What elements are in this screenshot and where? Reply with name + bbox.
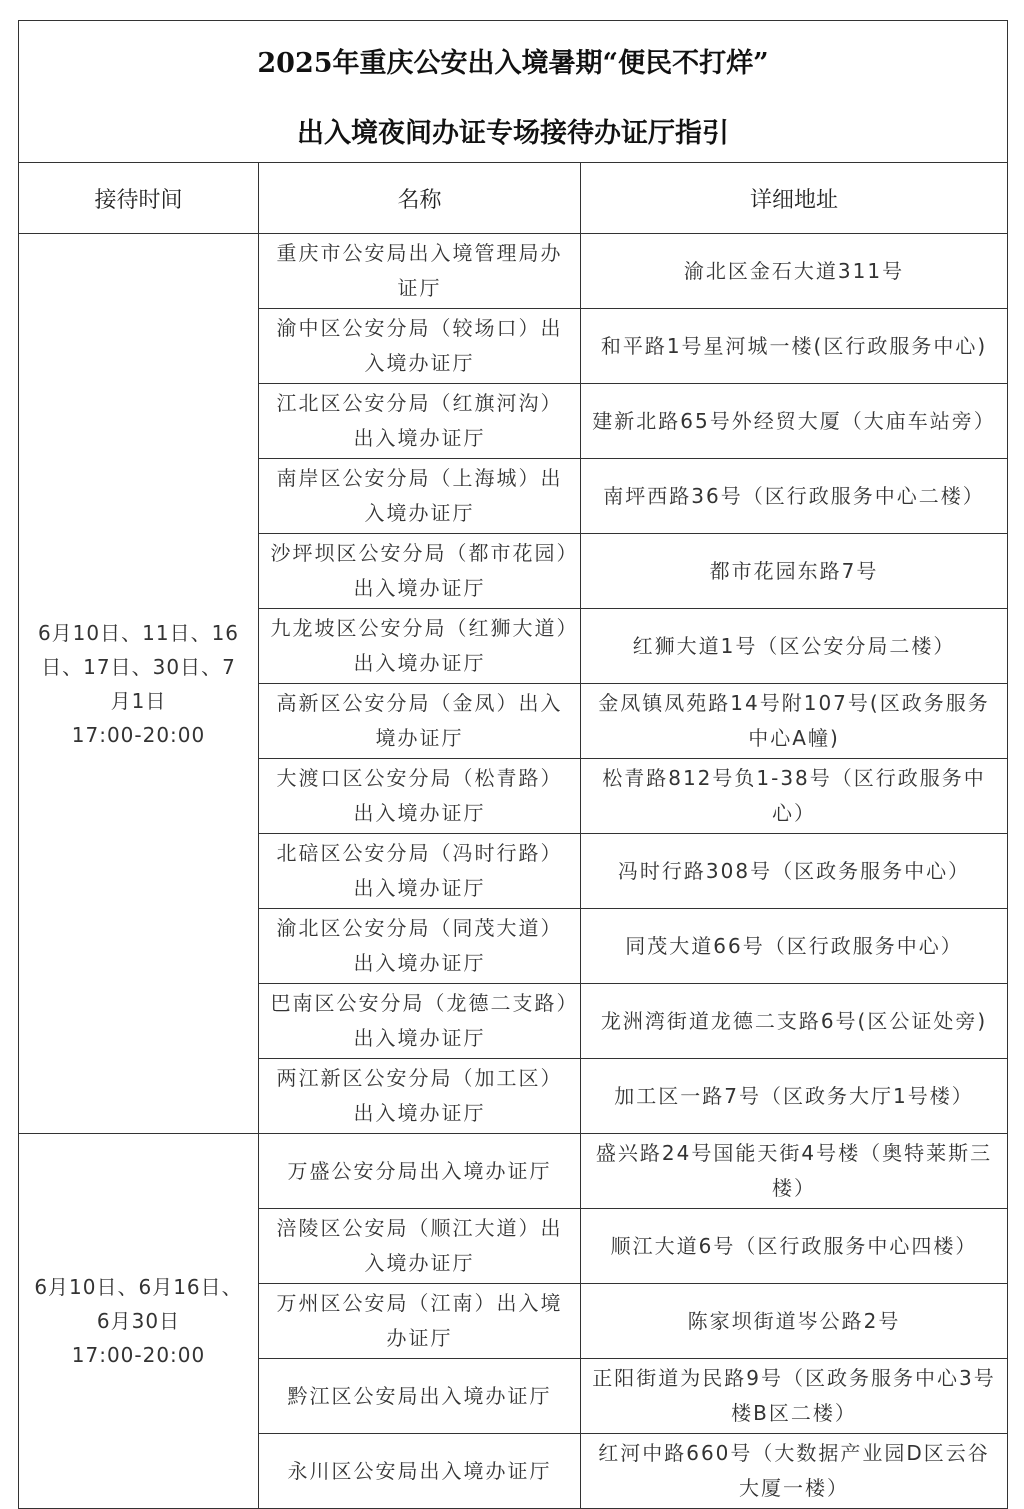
office-address: 龙洲湾街道龙德二支路6号(区公证处旁) xyxy=(581,984,1008,1059)
time-line: 月1日 xyxy=(110,688,167,713)
time-line: 6月10日、6月16日、 xyxy=(34,1275,243,1299)
table-row xyxy=(19,1134,1008,1209)
office-name: 巴南区公安分局（龙德二支路）出入境办证厅 xyxy=(259,984,581,1059)
office-name: 两江新区公安分局（加工区）出入境办证厅 xyxy=(259,1059,581,1134)
office-address: 渝北区金石大道311号 xyxy=(581,234,1008,309)
header-time: 接待时间 xyxy=(19,163,259,234)
office-name: 万州区公安局（江南）出入境办证厅 xyxy=(259,1284,581,1359)
office-name: 沙坪坝区公安分局（都市花园）出入境办证厅 xyxy=(259,534,581,609)
time-cell-group2 xyxy=(19,1134,259,1509)
office-address: 正阳街道为民路9号（区政务服务中心3号楼B区二楼） xyxy=(581,1359,1008,1434)
office-address: 顺江大道6号（区行政服务中心四楼） xyxy=(581,1209,1008,1284)
document xyxy=(18,20,1007,1509)
office-address: 冯时行路308号（区政务服务中心） xyxy=(581,834,1008,909)
office-name: 高新区公安分局（金凤）出入境办证厅 xyxy=(259,684,581,759)
office-address: 加工区一路7号（区政务大厅1号楼） xyxy=(581,1059,1008,1134)
time-line: 17:00-20:00 xyxy=(71,1343,206,1367)
office-name: 南岸区公安分局（上海城）出入境办证厅 xyxy=(259,459,581,534)
office-address: 都市花园东路7号 xyxy=(581,534,1008,609)
office-name: 北碚区公安分局（冯时行路）出入境办证厅 xyxy=(259,834,581,909)
office-name: 永川区公安局出入境办证厅 xyxy=(259,1434,581,1509)
time-line: 6月10日、11日、16 xyxy=(37,620,240,645)
office-name: 渝中区公安分局（较场口）出入境办证厅 xyxy=(259,309,581,384)
office-name: 江北区公安分局（红旗河沟）出入境办证厅 xyxy=(259,384,581,459)
time-line: 17:00-20:00 xyxy=(71,722,206,747)
office-name: 渝北区公安分局（同茂大道）出入境办证厅 xyxy=(259,909,581,984)
office-name: 九龙坡区公安分局（红狮大道）出入境办证厅 xyxy=(259,609,581,684)
header-row xyxy=(19,163,1008,234)
office-address: 陈家坝街道岑公路2号 xyxy=(581,1284,1008,1359)
office-name: 涪陵区公安局（顺江大道）出入境办证厅 xyxy=(259,1209,581,1284)
office-address: 红狮大道1号（区公安分局二楼） xyxy=(581,609,1008,684)
schedule-table xyxy=(18,20,1008,1509)
office-name: 黔江区公安局出入境办证厅 xyxy=(259,1359,581,1434)
office-name: 重庆市公安局出入境管理局办证厅 xyxy=(259,234,581,309)
time-line: 6月30日 xyxy=(96,1309,181,1333)
document-title-line1: 2025年重庆公安出入境暑期“便民不打烊” xyxy=(257,47,769,79)
office-address: 红河中路660号（大数据产业园D区云谷大厦一楼） xyxy=(581,1434,1008,1509)
office-address: 南坪西路36号（区行政服务中心二楼） xyxy=(581,459,1008,534)
office-address: 盛兴路24号国能天街4号楼（奥特莱斯三楼） xyxy=(581,1134,1008,1209)
office-address: 松青路812号负1-38号（区行政服务中心） xyxy=(581,759,1008,834)
table-row xyxy=(19,234,1008,309)
document-title-line2: 出入境夜间办证专场接待办证厅指引 xyxy=(297,117,729,149)
office-address: 同茂大道66号（区行政服务中心） xyxy=(581,909,1008,984)
time-line: 日、17日、30日、7 xyxy=(41,654,236,679)
header-name: 名称 xyxy=(259,163,581,234)
office-name: 万盛公安分局出入境办证厅 xyxy=(259,1134,581,1209)
office-address: 金凤镇凤苑路14号附107号(区政务服务中心A幢) xyxy=(581,684,1008,759)
office-address: 建新北路65号外经贸大厦（大庙车站旁） xyxy=(581,384,1008,459)
office-name: 大渡口区公安分局（松青路）出入境办证厅 xyxy=(259,759,581,834)
header-address: 详细地址 xyxy=(581,163,1008,234)
office-address: 和平路1号星河城一楼(区行政服务中心) xyxy=(581,309,1008,384)
time-cell-group1 xyxy=(19,234,259,1134)
title-cell xyxy=(19,21,1008,163)
